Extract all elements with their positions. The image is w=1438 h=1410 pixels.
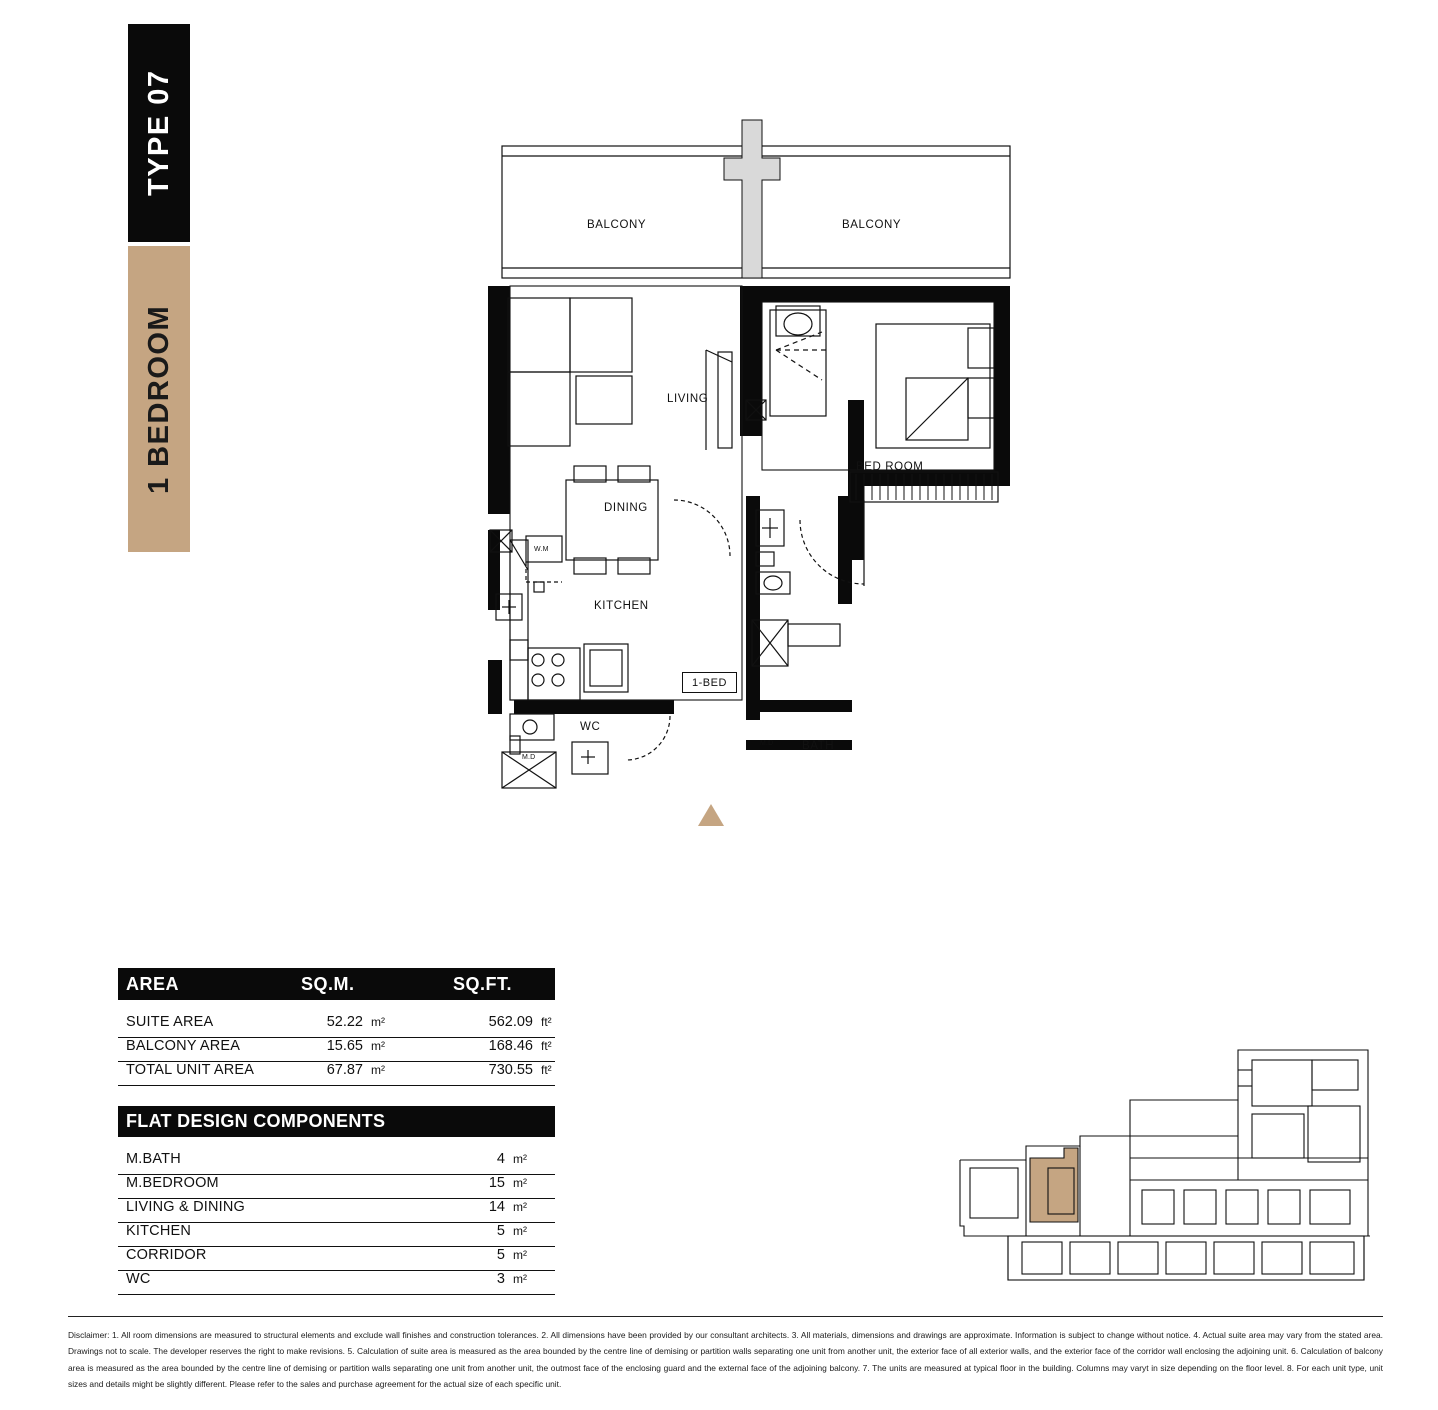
list-item xyxy=(118,1199,555,1223)
area-row-sqm-unit: m² xyxy=(371,1039,385,1053)
component-unit: m² xyxy=(513,1248,527,1262)
component-value: 15 xyxy=(488,1175,505,1191)
orientation-marker-icon xyxy=(698,804,724,826)
component-name: WC xyxy=(126,1271,151,1287)
component-name: CORRIDOR xyxy=(126,1247,207,1263)
component-name: M.BEDROOM xyxy=(126,1175,219,1191)
unit-type-title xyxy=(128,24,190,532)
component-unit: m² xyxy=(513,1224,527,1238)
component-unit: m² xyxy=(513,1152,527,1166)
area-row-sqm: 52.22 xyxy=(326,1014,363,1030)
component-name: KITCHEN xyxy=(126,1223,192,1239)
plan-label-bath: BATH xyxy=(802,740,835,752)
area-header-area: AREA xyxy=(126,973,180,994)
plan-label-balcony-left: BALCONY xyxy=(587,219,647,231)
plan-label-bedroom: BED ROOM xyxy=(856,461,924,473)
unit-type-label: TYPE 07 xyxy=(128,24,190,242)
component-unit: m² xyxy=(513,1272,527,1286)
area-row-name: TOTAL UNIT AREA xyxy=(126,1062,255,1078)
table-row xyxy=(118,1038,555,1062)
area-row-sqft-unit: ft² xyxy=(541,1063,552,1077)
table-row xyxy=(118,1062,555,1086)
area-row-sqft: 168.46 xyxy=(488,1038,533,1054)
component-value: 14 xyxy=(488,1199,505,1215)
component-value: 4 xyxy=(496,1151,505,1167)
list-item xyxy=(118,1247,555,1271)
area-header-sqm: SQ.M. xyxy=(301,973,355,994)
key-plan xyxy=(952,1040,1372,1285)
list-item xyxy=(118,1223,555,1247)
area-row-sqft: 562.09 xyxy=(488,1014,533,1030)
area-row-sqm: 15.65 xyxy=(326,1038,363,1054)
list-item xyxy=(118,1271,555,1295)
component-value: 3 xyxy=(496,1271,505,1287)
plan-label-balcony-right: BALCONY xyxy=(842,219,902,231)
components-heading: FLAT DESIGN COMPONENTS xyxy=(118,1106,555,1137)
plan-label-washing-machine: W.M xyxy=(534,546,549,553)
plan-label-md-right: M.D xyxy=(760,740,774,747)
bedroom-count-label: 1 BEDROOM xyxy=(128,246,190,552)
plan-label-md-left: M.D xyxy=(522,754,536,761)
table-row xyxy=(118,1014,555,1038)
area-row-sqm: 67.87 xyxy=(326,1062,363,1078)
plan-label-wc: WC xyxy=(580,721,601,733)
area-row-sqft-unit: ft² xyxy=(541,1015,552,1029)
list-item xyxy=(118,1175,555,1199)
disclaimer-text: Disclaimer: 1. All room dimensions are measured to structural elements and exclude wall finishes and construction tolerances. 2. All dimensions have been provided by our consultant architects. 3. All materials, dimensions and drawings are approximate. Information is subject to change without notice. 4. Actual suite area may vary from the stated area. Drawings not to scale. The developer reserves the right to make revisions. 5. Calculation of suite area is measured as the area bounded by the centre line of demising or partition walls separating one unit from another unit, the exterior face of all exterior walls, and the exterior face of the corridor wall enclosing the adjoining unit. 6. Calculation of balcony area is measured as the area bounded by the centre line of demising or partition walls separating one unit from another unit, the outmost face of the enclosing guard and the external face of the adjoining balcony. 7. The units are measured at typical floor in the building. Columns may varyt in size depending on the floor level. 8. For each unit type, unit sizes and details might be slightly different. Please refer to the sales and purchase agreement for the actual size of each specific unit. xyxy=(68,1316,1383,1393)
area-row-name: SUITE AREA xyxy=(126,1014,214,1030)
plan-label-living: LIVING xyxy=(667,393,709,405)
plan-label-dining: DINING xyxy=(604,502,648,514)
unit-badge: 1-BED xyxy=(682,672,737,693)
area-header-sqft: SQ.FT. xyxy=(453,973,513,994)
component-value: 5 xyxy=(496,1247,505,1263)
floor-plan-drawing xyxy=(470,100,1040,840)
component-value: 5 xyxy=(496,1223,505,1239)
area-row-sqm-unit: m² xyxy=(371,1063,385,1077)
area-row-name: BALCONY AREA xyxy=(126,1038,241,1054)
area-row-sqft-unit: ft² xyxy=(541,1039,552,1053)
component-unit: m² xyxy=(513,1200,527,1214)
plan-label-kitchen: KITCHEN xyxy=(594,600,649,612)
component-name: M.BATH xyxy=(126,1151,181,1167)
component-name: LIVING & DINING xyxy=(126,1199,246,1215)
component-unit: m² xyxy=(513,1176,527,1190)
flat-design-components xyxy=(118,1106,555,1295)
area-row-sqft: 730.55 xyxy=(488,1062,533,1078)
area-table xyxy=(118,968,555,1086)
area-row-sqm-unit: m² xyxy=(371,1015,385,1029)
list-item xyxy=(118,1151,555,1175)
area-table-header xyxy=(118,968,555,1000)
